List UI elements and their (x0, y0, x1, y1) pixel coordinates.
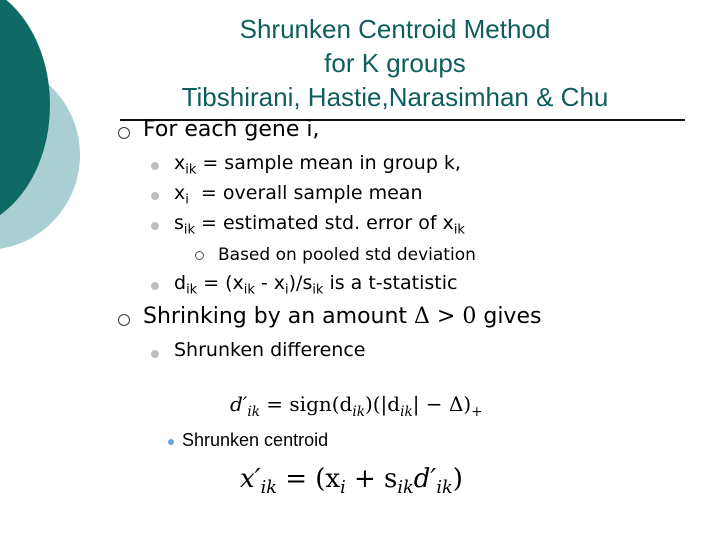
bullet-sik: $s_{ik}$ = estimated std. error of $x_{ik}$ (174, 212, 465, 238)
bullet-dik: $d_{ik} = (x_{ik} - x_i)/s_{ik}$ is a t-statistic (174, 272, 458, 298)
bullet-blue-dot-icon (168, 439, 174, 445)
bullet-pooled: Based on pooled std deviation (218, 245, 476, 265)
title-line-2: for K groups (324, 48, 466, 78)
shrunken-difference-formula: $d'_{ik}$ = $sign(d_{ik})(|d_{ik}| - \Delta)_+$ (230, 392, 483, 420)
bullet-open-icon (118, 127, 130, 139)
bullet-xik: $x_{ik}$ = sample mean in group k, (174, 152, 461, 178)
bullet-dot-icon (151, 350, 159, 358)
bullet-dot-icon (151, 282, 159, 290)
title-line-3: Tibshirani, Hastie,Narasimhan & Chu (181, 82, 609, 112)
decorative-circles (0, 0, 110, 540)
bullet-small-open-icon (195, 251, 204, 260)
bullet-dot-icon (151, 162, 159, 170)
bullet-open-icon (118, 314, 130, 326)
bullet-xi: $x_i$ = overall sample mean (174, 182, 423, 208)
title-line-1: Shrunken Centroid Method (239, 14, 551, 44)
bullet-shrunken-centroid: Shrunken centroid (182, 430, 329, 450)
bullet-shrunken-difference: Shrunken difference (174, 339, 366, 361)
shrunken-centroid-formula: $x'_{ik} = (x_i + s_{ik}d'_{ik})$ (240, 464, 463, 499)
bullet-dot-icon (151, 192, 159, 200)
slide-title (150, 12, 640, 114)
bullet-dot-icon (151, 222, 159, 230)
bullet-for-each-gene: For each gene i, (143, 117, 320, 142)
bullet-shrinking: Shrinking by an amount Δ > 0 gives (143, 304, 542, 329)
